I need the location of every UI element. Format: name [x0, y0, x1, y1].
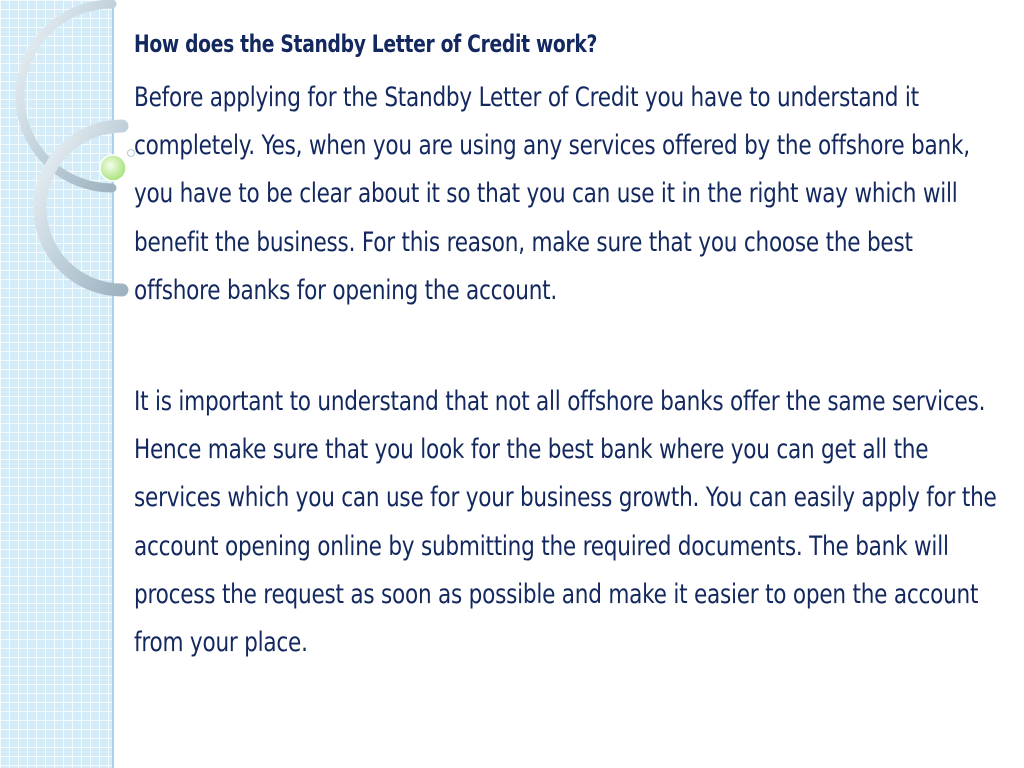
- ring-arc-lower: [40, 126, 122, 290]
- paragraph-1: Before applying for the Standby Letter of Credit you have to understand it completely. Yes, when you are using any services offered by the offshore bank, you have to be clear about it so that you can use it in the right way which will benefit the business. For this reason, make sure that you choose the best offshore banks for opening the account.: [134, 82, 970, 306]
- slide-title: How does the Standby Letter of Credit work?: [134, 30, 598, 58]
- accent-dot: [100, 155, 126, 181]
- ring-arc-upper: [20, 4, 112, 188]
- slide-content: [134, 22, 1014, 667]
- paragraph-2: It is important to understand that not all offshore banks offer the same services. Hence make sure that you look for the best bank where you can get all the services which you can use for your business growth. You can easily apply for the account opening online by submitting the required documents. The bank will process the request as soon as possible and make it easier to open the account from your place.: [134, 386, 997, 659]
